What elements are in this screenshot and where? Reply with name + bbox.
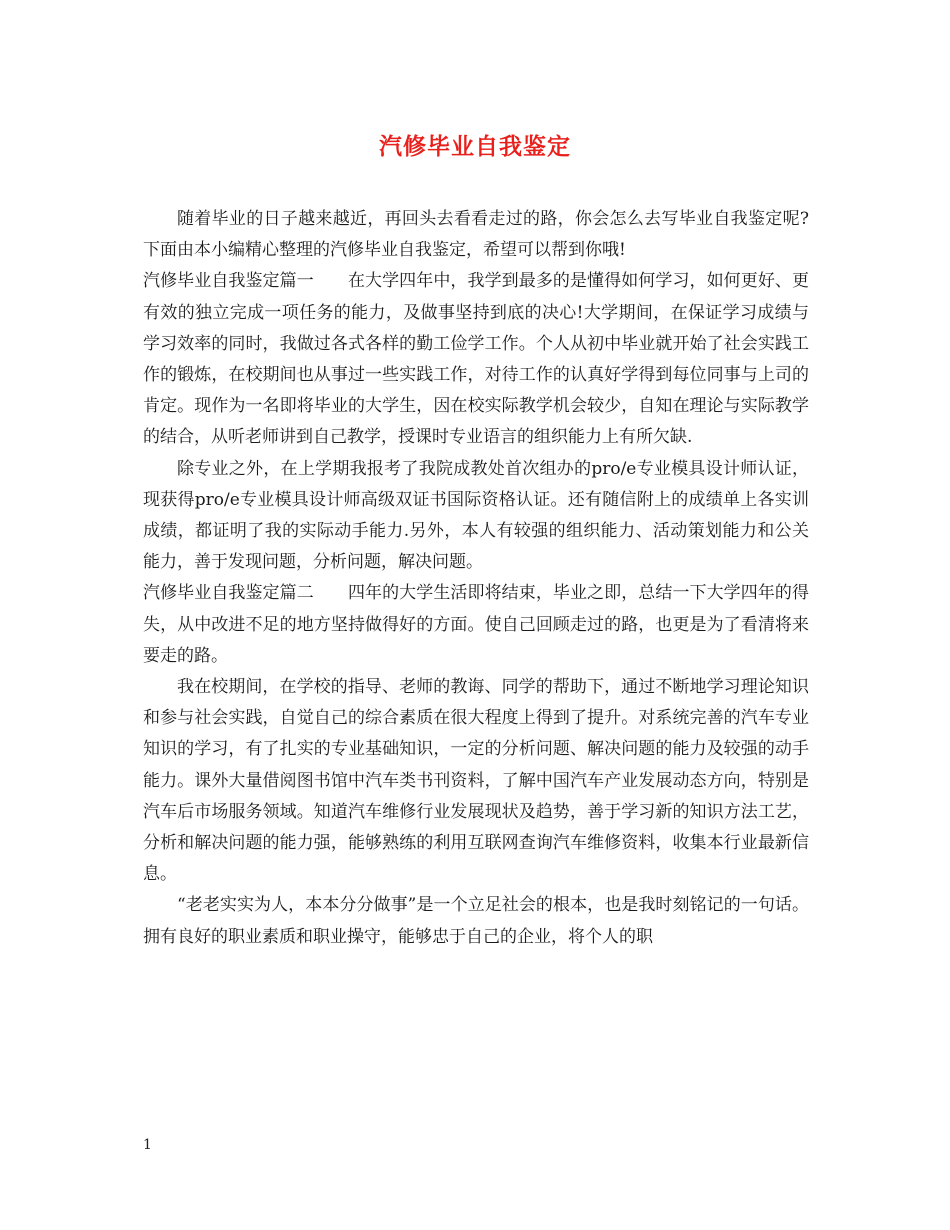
document-title: 汽修毕业自我鉴定 bbox=[379, 134, 571, 160]
certification-paragraph: 除专业之外，在上学期我报考了我院成教处首次组办的pro/e专业模具设计师认证，现获得pro/e专业模具设计师高级双证书国际资格认证。还有随信附上的成绩单上各实训成绩，都证明了我的实际动手能力.另外，本人有较强的组织能力、活动策划能力和公关能力，善于发现问题，分析问题，解决问题。 bbox=[143, 458, 809, 573]
page-number: 1 bbox=[143, 1137, 152, 1153]
section-one-paragraph: 汽修毕业自我鉴定篇一 在大学四年中，我学到最多的是懂得如何学习，如何更好、更有效的独立完成一项任务的能力，及做事坚持到底的决心!大学期间，在保证学习成绩与学习效率的同时，我做过各式各样的勤工俭学工作。个人从初中毕业就开始了社会实践工作的锻炼，在校期间也从事过一些实践工作，对待工作的认真好学得到每位同事与上司的肯定。现作为一名即将毕业的大学生，因在校实际教学机会较少，自知在理论与实际教学的结合，从听老师讲到自己教学，授课时专业语言的组织能力上有所欠缺. bbox=[143, 271, 809, 448]
motto-paragraph: “老老实实为人，本本分分做事”是一个立足社会的根本，也是我时刻铭记的一句话。拥有良好的职业素质和职业操守，能够忠于自己的企业，将个人的职 bbox=[143, 895, 809, 947]
intro-paragraph: 随着毕业的日子越来越近，再回头去看看走过的路，你会怎么去写毕业自我鉴定呢?下面由本小编精心整理的汽修毕业自我鉴定，希望可以帮到你哦! bbox=[143, 209, 809, 261]
section-two-paragraph: 汽修毕业自我鉴定篇二 四年的大学生活即将结束，毕业之即，总结一下大学四年的得失，从中改进不足的地方坚持做得好的方面。使自己回顾走过的路，也更是为了看清将来要走的路。 bbox=[143, 583, 809, 666]
document-body bbox=[143, 204, 809, 953]
study-paragraph: 我在校期间，在学校的指导、老师的教诲、同学的帮助下，通过不断地学习理论知识和参与社会实践，自觉自己的综合素质在很大程度上得到了提升。对系统完善的汽车专业知识的学习，有了扎实的专业基础知识，一定的分析问题、解决问题的能力及较强的动手能力。课外大量借阅图书馆中汽车类书刊资料，了解中国汽车产业发展动态方向，特别是汽车后市场服务领域。知道汽车维修行业发展现状及趋势，善于学习新的知识方法工艺，分析和解决问题的能力强，能够熟练的利用互联网查询汽车维修资料，收集本行业最新信息。 bbox=[143, 677, 809, 885]
